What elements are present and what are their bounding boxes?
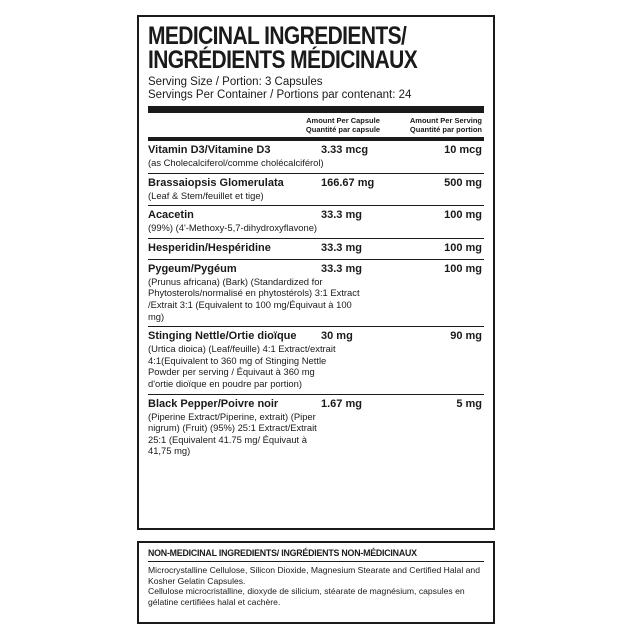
column-headers [148, 113, 484, 137]
ingredient-row [148, 239, 484, 260]
ingredient-details: (Piperine Extract/Piperine, extrait) (Piper nigrum) (Fruit) (95%) 25:1 Extract/Extrait 25:1 (Equivalent 41.75 mg/ Équivaut à 41,75 mg) [148, 410, 317, 457]
ingredient-row [148, 141, 484, 174]
col-per-serving-en: Amount Per Serving [409, 116, 482, 125]
ingredient-row [148, 327, 484, 394]
col-per-serving-fr: Quantité par portion [409, 125, 482, 134]
non-medicinal-ingredients-panel [137, 541, 495, 624]
amount-per-serving: 100 mg [444, 262, 482, 275]
ingredient-name: Pygeum/Pygéum [148, 262, 237, 275]
col-per-capsule-en: Amount Per Capsule [306, 116, 380, 125]
ingredient-details: (99%) (4'-Methoxy-5,7-dihydroxyflavone) [148, 222, 318, 234]
amount-per-capsule: 33.3 mg [321, 262, 362, 275]
amount-per-serving: 10 mcg [444, 144, 482, 156]
ingredient-row [148, 174, 484, 207]
title-line-2: INGRÉDIENTS MÉDICINAUX [148, 46, 418, 74]
ingredient-details: (Urtica dioica) (Leaf/feuille) 4:1 Extract/extrait 4:1(Equivalent to 360 mg of Stinging Nettle Powder per serving / Équivaut à 360 mg d'ortie dioïque en poudre par portion) [148, 343, 336, 389]
serving-size: Serving Size / Portion: 3 Capsules [148, 76, 323, 88]
amount-per-serving: 100 mg [444, 241, 482, 254]
col-per-serving-header [394, 116, 484, 134]
non-medicinal-title: NON-MEDICINAL INGREDIENTS/ INGRÉDIENTS NON-MÉDICINAUX [148, 548, 417, 558]
amount-per-serving: 90 mg [450, 330, 482, 343]
ingredient-name: Brassaiopsis Glomerulata [148, 176, 284, 189]
ingredient-row [148, 260, 484, 327]
heavy-divider [148, 106, 484, 113]
amount-per-serving: 5 mg [456, 397, 482, 410]
amount-per-serving: 500 mg [444, 176, 482, 189]
non-medicinal-text-fr: Cellulose microcristalline, dioxyde de silicium, stéarate de magnésium, capsules en gélatine certifiées halal et cachère. [148, 586, 465, 607]
ingredient-details: (as Cholecalciferol/comme cholécalciférol) [148, 157, 324, 168]
non-medicinal-divider [148, 561, 484, 562]
col-per-capsule-fr: Quantité par capsule [305, 125, 381, 134]
amount-per-serving: 100 mg [444, 209, 482, 222]
amount-per-capsule: 1.67 mg [321, 397, 362, 410]
ingredient-name: Acacetin [148, 209, 194, 222]
amount-per-capsule: 3.33 mcg [321, 144, 369, 156]
ingredient-details: (Prunus africana) (Bark) (Standardized for Phytosterols/normalisé en phytostérols) 3:1 Extract /Extrait 3:1 (Equivalent to 100 mg/Équivaut à 100 mg) [148, 275, 360, 322]
ingredient-details: (Leaf & Stem/feuillet et tige) [148, 189, 264, 201]
title-line-1: MEDICINAL INGREDIENTS/ [148, 22, 407, 50]
ingredient-name: Stinging Nettle/Ortie dioïque [148, 330, 297, 343]
medicinal-ingredients-panel [137, 15, 495, 530]
amount-per-capsule: 33.3 mg [321, 209, 362, 222]
amount-per-capsule: 166.67 mg [321, 176, 375, 189]
ingredient-name: Black Pepper/Poivre noir [148, 397, 279, 410]
ingredient-name: Vitamin D3/Vitamine D3 [148, 144, 271, 156]
ingredient-row [148, 206, 484, 239]
panel-title [148, 22, 484, 76]
non-medicinal-text-en: Microcrystalline Cellulose, Silicon Dioxide, Magnesium Stearate and Certified Halal and Kosher Gelatin Capsules. [148, 565, 480, 586]
amount-per-capsule: 33.3 mg [321, 241, 362, 254]
ingredient-list [148, 141, 484, 461]
amount-per-capsule: 30 mg [321, 330, 353, 343]
servings-per-container: Servings Per Container / Portions par contenant: 24 [148, 89, 412, 101]
ingredient-name: Hesperidin/Hespéridine [148, 241, 271, 254]
col-per-capsule-header [292, 116, 394, 134]
ingredient-row [148, 395, 484, 461]
